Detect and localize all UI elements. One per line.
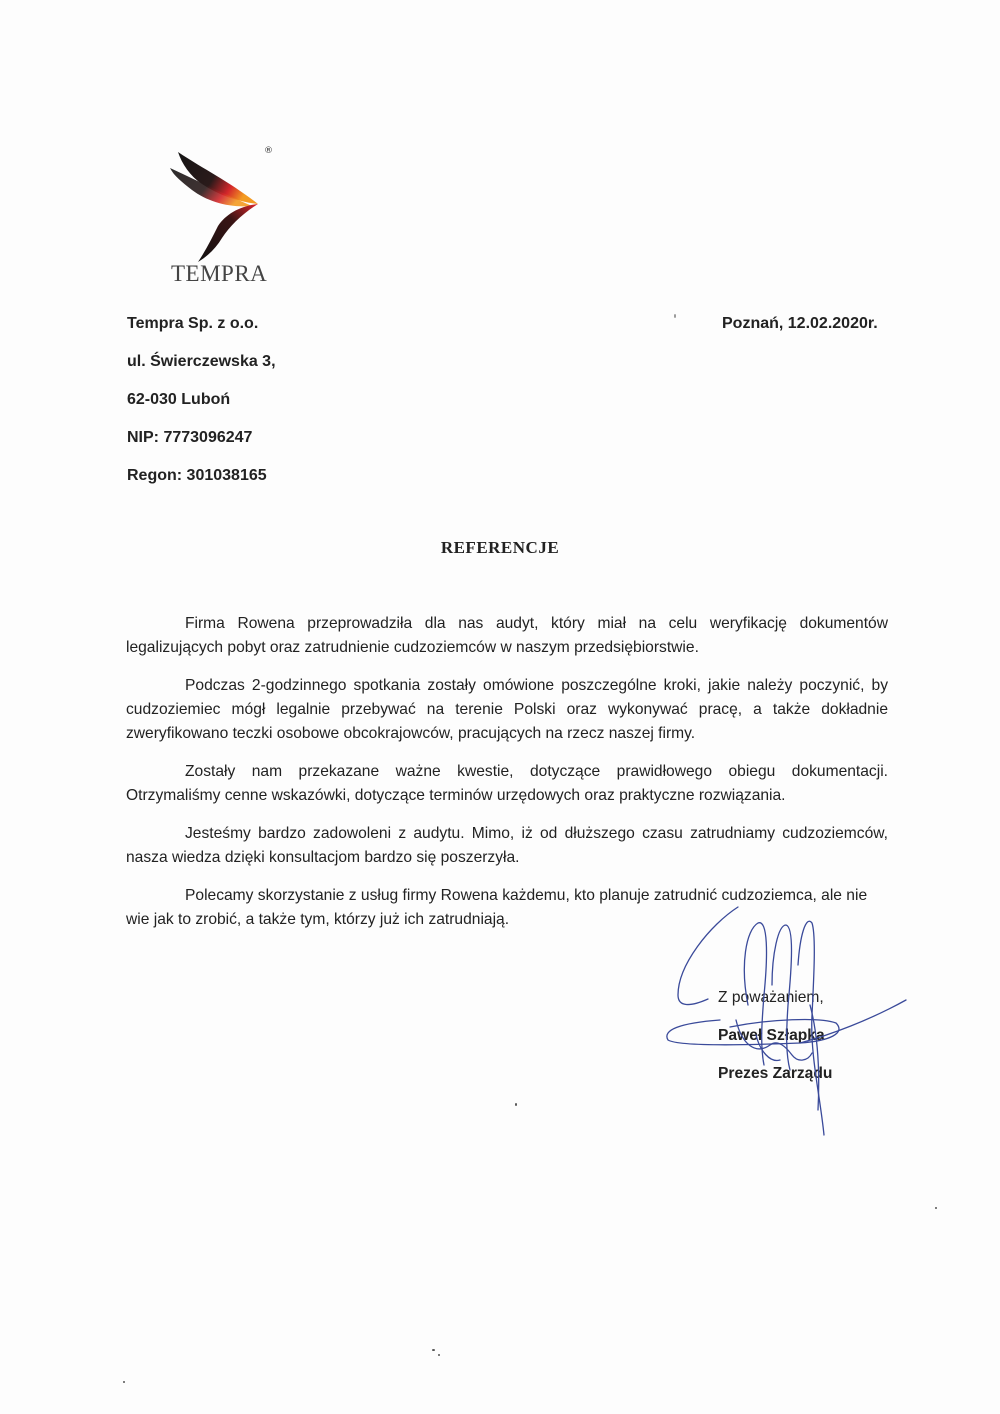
sender-street: ul. Świerczewska 3, xyxy=(127,353,276,370)
scan-speck xyxy=(438,1354,440,1356)
logo-wordmark: TEMPRA xyxy=(171,261,268,286)
scan-speck xyxy=(432,1349,435,1351)
company-logo xyxy=(160,142,290,292)
scan-speck xyxy=(123,1381,125,1383)
signatory-name: Paweł Szłapka xyxy=(718,1027,825,1044)
sender-city: 62-030 Luboń xyxy=(127,391,231,408)
signatory-role: Prezes Zarządu xyxy=(718,1065,833,1082)
letter-title: REFERENCJE xyxy=(440,538,560,557)
sender-address-block xyxy=(127,312,276,502)
registered-mark: ® xyxy=(264,146,273,156)
scan-speck xyxy=(674,314,676,318)
swallow-bird-icon xyxy=(160,142,270,267)
closing-block xyxy=(718,986,832,1086)
closing-greeting: Z poważaniem, xyxy=(718,989,824,1006)
scan-speck xyxy=(935,1207,937,1209)
scan-speck xyxy=(515,1103,517,1106)
sender-regon: Regon: 301038165 xyxy=(127,467,267,484)
body-paragraph: Zostały nam przekazane ważne kwestie, dotyczące prawidłowego obiegu dokumentacji. Otrzymaliśmy cenne wskazówki, dotyczące terminów urzędowych oraz praktyczne rozwiązania. xyxy=(126,763,888,804)
letter-date: Poznań, 12.02.2020r. xyxy=(722,315,878,332)
body-paragraph: Polecamy skorzystanie z usług firmy Rowena każdemu, kto planuje zatrudnić cudzoziemca, ale nie wie jak to zrobić, a także tym, którzy już ich zatrudniają. xyxy=(126,887,868,928)
sender-nip: NIP: 7773096247 xyxy=(127,429,253,446)
sender-company: Tempra Sp. z o.o. xyxy=(127,315,259,332)
body-paragraph: Jesteśmy bardzo zadowoleni z audytu. Mimo, iż od dłuższego czasu zatrudniamy cudzoziemców, nasza wiedza dzięki konsultacjom bardzo się poszerzyła. xyxy=(126,825,888,866)
letter-body xyxy=(126,612,888,946)
body-paragraph: Firma Rowena przeprowadziła dla nas audyt, który miał na celu weryfikację dokumentów legalizujących pobyt oraz zatrudnienie cudzoziemców w naszym przedsiębiorstwie. xyxy=(126,615,888,656)
body-paragraph: Podczas 2-godzinnego spotkania zostały omówione poszczególne kroki, jakie należy poczynić, by cudzoziemiec mógł legalnie przebywać na terenie Polski oraz wykonywać pracę, a także dokładnie zweryfikowano teczki osobowe obcokrajowców, pracujących na rzecz naszej firmy. xyxy=(126,677,888,742)
